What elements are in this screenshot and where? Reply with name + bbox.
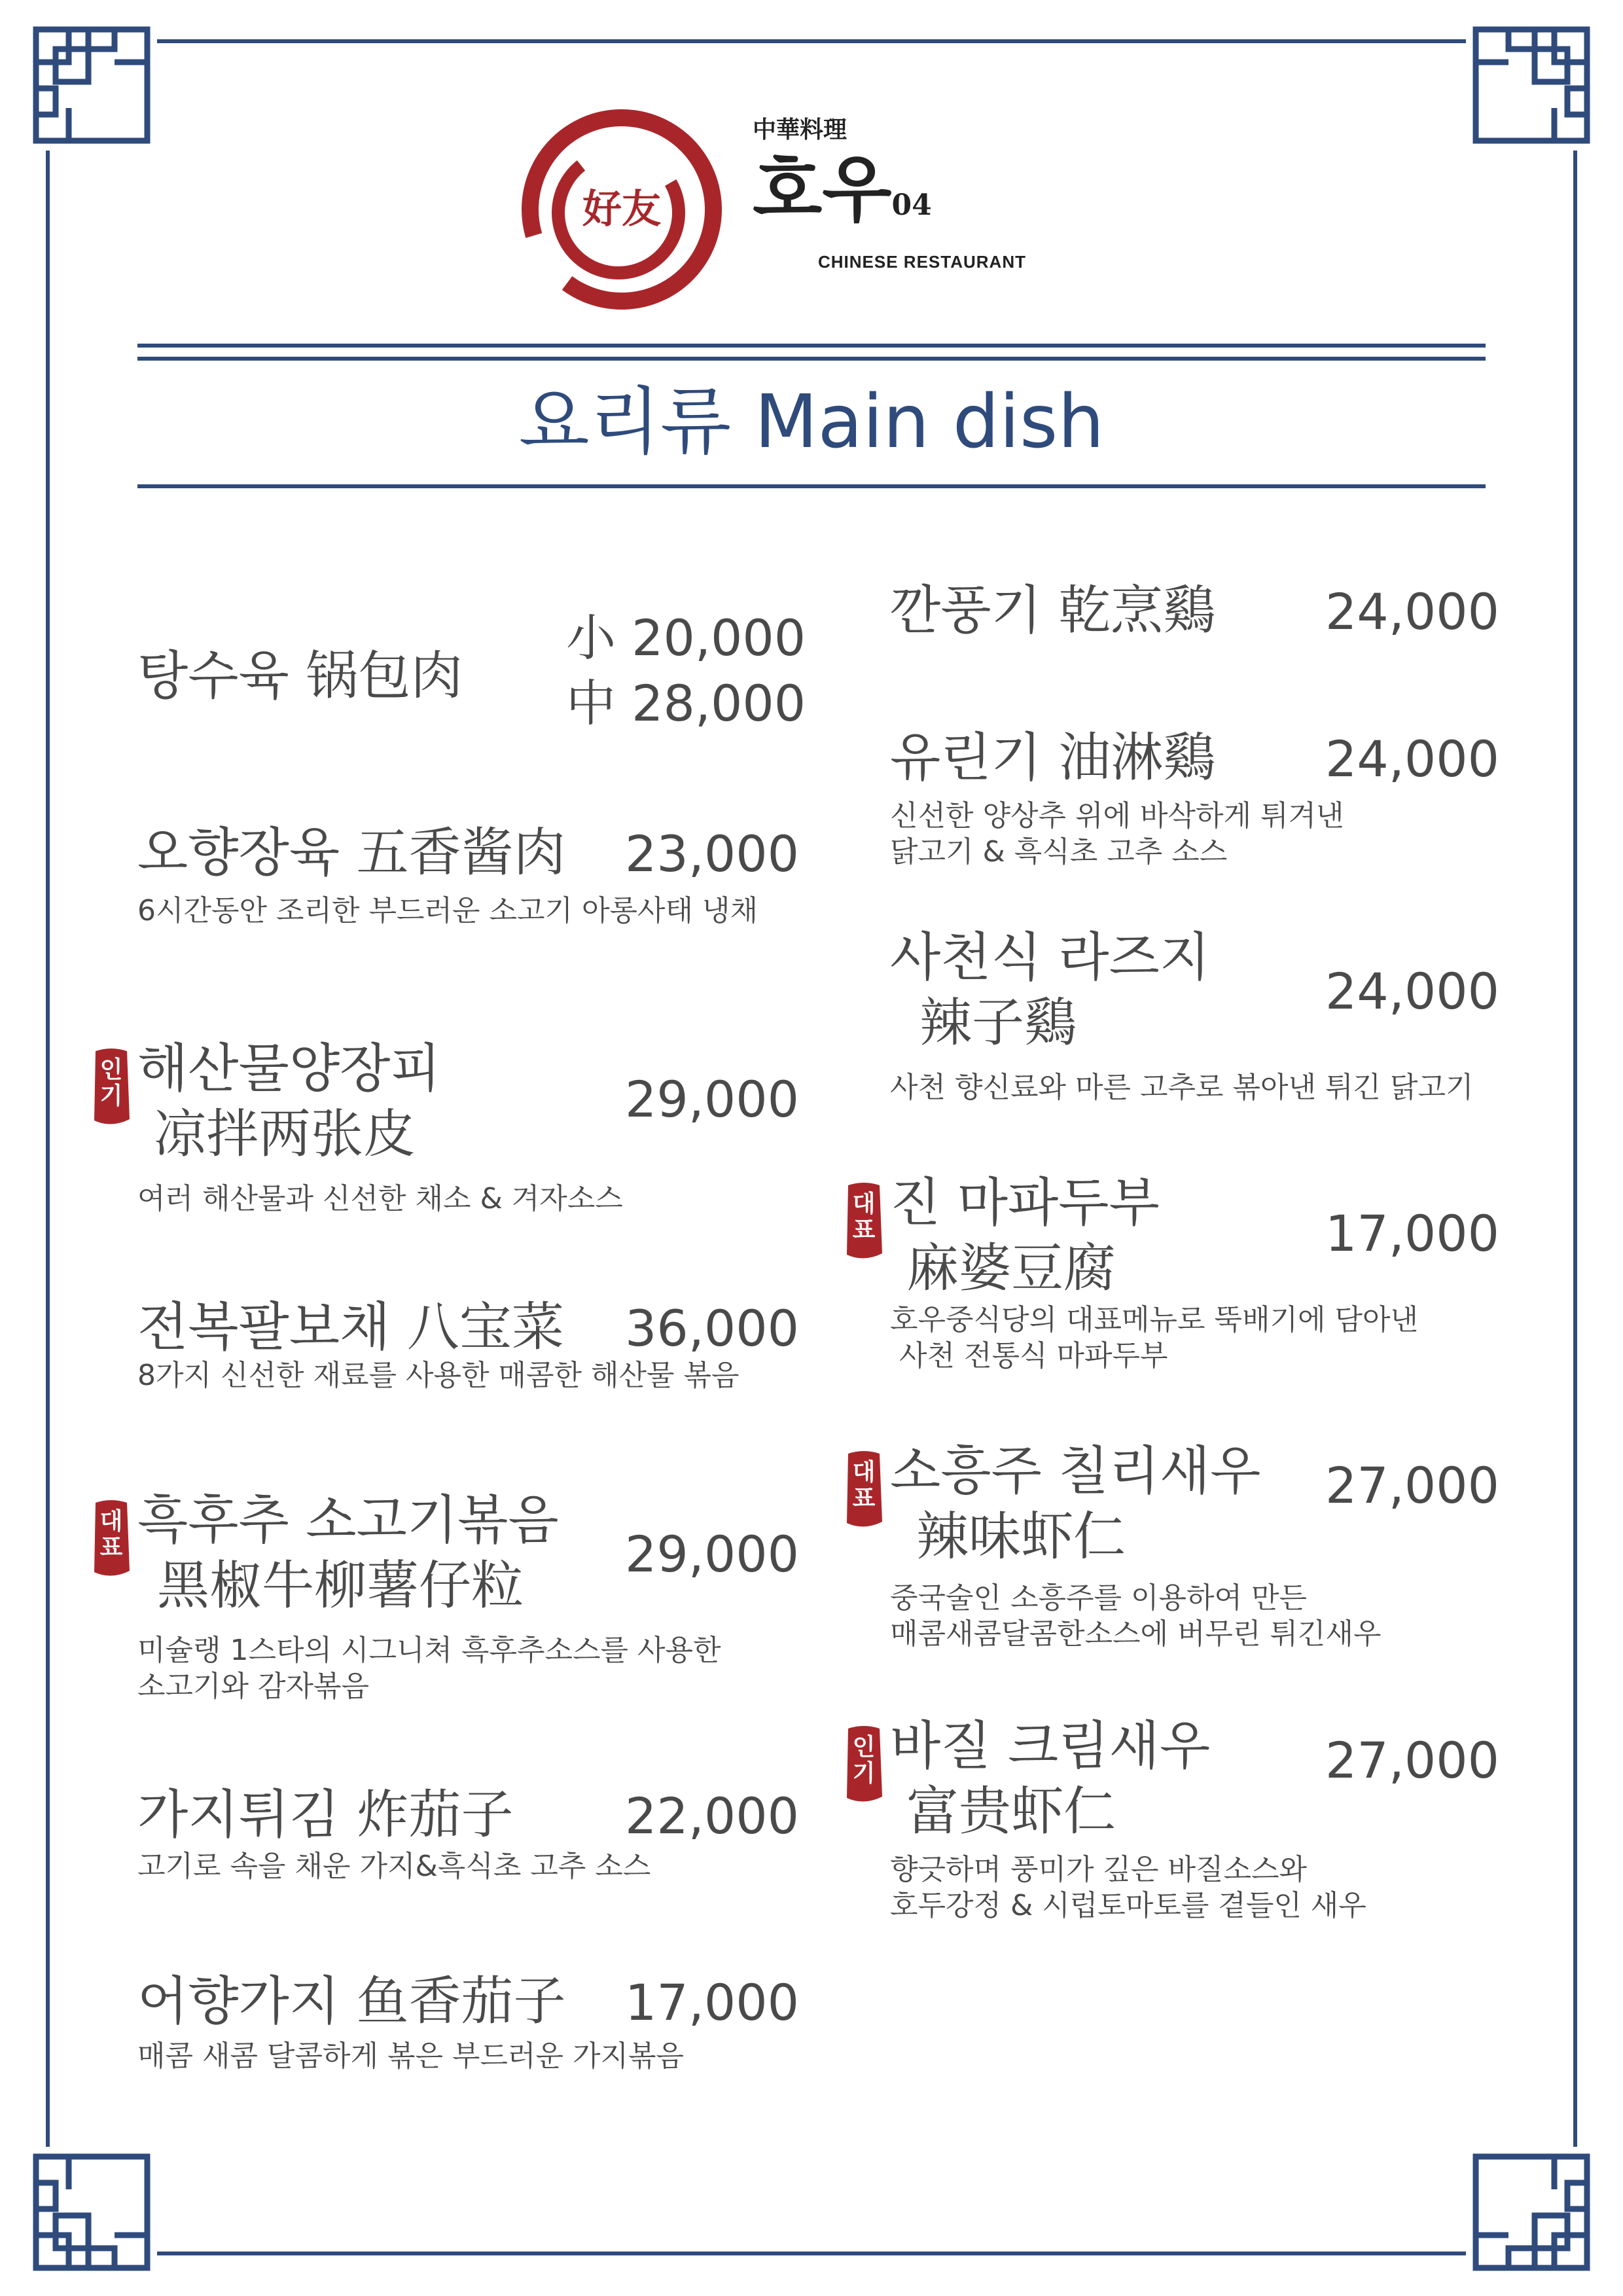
logo-brand — [753, 147, 932, 248]
badge-label: 대표 — [852, 1191, 876, 1244]
item-description: 향긋하며 풍미가 깊은 바질소스와 — [890, 1853, 1308, 1886]
badge-label: 인기 — [99, 1056, 123, 1109]
corner-ornament-bottom-right — [1469, 2150, 1594, 2274]
item-price: 23,000 — [625, 825, 799, 883]
item-name-chinese: 富贵虾仁 — [906, 1781, 1116, 1842]
item-description: 고기로 속을 채운 가지&흑식초 고추 소스 — [137, 1850, 651, 1883]
item-price: 27,000 — [1325, 1456, 1499, 1515]
badge-label: 인기 — [852, 1734, 876, 1787]
item-price: 36,000 — [625, 1299, 799, 1357]
badge-label: 대표 — [99, 1508, 123, 1561]
logo-brand-suffix: 04 — [891, 188, 932, 222]
item-price: 17,000 — [1325, 1204, 1499, 1263]
item-name-chinese: 辣味虾仁 — [916, 1506, 1126, 1567]
item-name: 사천식 라즈지 — [890, 927, 1211, 988]
item-name: 탕수육 锅包肉 — [137, 645, 463, 706]
item-name: 어향가지 鱼香茄子 — [137, 1971, 566, 2032]
item-name: 바질 크림새우 — [890, 1715, 1211, 1776]
item-description: 여러 해산물과 신선한 채소 & 겨자소스 — [137, 1182, 623, 1215]
item-name: 전복팔보채 八宝菜 — [137, 1297, 564, 1357]
item-name-chinese: 麻婆豆腐 — [906, 1238, 1116, 1299]
item-description-line2: 닭고기 & 흑식초 고추 소스 — [890, 835, 1228, 869]
item-description: 중국술인 소흥주를 이용하여 만든 — [890, 1581, 1308, 1615]
item-description-line2: 매콤새콤달콤한소스에 버무린 튀긴새우 — [890, 1617, 1382, 1651]
item-price: 29,000 — [625, 1525, 799, 1583]
heading-rule-top-2 — [137, 357, 1486, 361]
item-description: 매콤 새콤 달콤하게 볶은 부드러운 가지볶음 — [137, 2039, 685, 2073]
item-name: 해산물양장피 — [137, 1038, 441, 1099]
corner-ornament-bottom-left — [29, 2150, 154, 2274]
item-price: 24,000 — [1325, 730, 1499, 788]
restaurant-logo — [510, 98, 1047, 321]
corner-ornament-top-left — [29, 23, 154, 147]
frame-bottom-line — [157, 2251, 1466, 2255]
frame-top-line — [157, 39, 1466, 43]
item-description: 미슐랭 1스타의 시그니쳐 흑후추소스를 사용한 — [137, 1634, 721, 1667]
item-name: 유린기 油淋鷄 — [890, 727, 1216, 788]
item-name-chinese: 辣子鷄 — [919, 992, 1077, 1053]
item-price: 29,000 — [625, 1070, 799, 1128]
item-name: 흑후추 소고기볶음 — [137, 1490, 559, 1551]
section-heading: 요리류 Main dish — [518, 380, 1105, 465]
item-price-small: 小 20,000 — [566, 609, 806, 667]
item-description-line2: 소고기와 감자볶음 — [137, 1670, 370, 1703]
item-price-medium: 中 28,000 — [566, 674, 806, 732]
item-name-chinese: 凉拌两张皮 — [154, 1103, 416, 1164]
item-price: 27,000 — [1325, 1731, 1499, 1789]
item-price: 24,000 — [1325, 962, 1499, 1020]
item-price: 22,000 — [625, 1787, 799, 1845]
item-name: 진 마파두부 — [890, 1172, 1160, 1233]
item-price: 24,000 — [1325, 583, 1499, 641]
logo-subtitle: CHINESE RESTAURANT — [818, 252, 1026, 272]
item-description: 6시간동안 조리한 부드러운 소고기 아롱사태 냉채 — [137, 894, 758, 927]
item-description-line2: 사천 전통식 마파두부 — [890, 1339, 1168, 1372]
item-description-line2: 호두강정 & 시럽토마토를 곁들인 새우 — [890, 1889, 1366, 1922]
item-price: 17,000 — [625, 1973, 799, 2032]
item-description: 신선한 양상추 위에 바삭하게 튀겨낸 — [890, 799, 1344, 833]
heading-rule-top-1 — [137, 344, 1486, 348]
item-description: 8가지 신선한 재료를 사용한 매콤한 해산물 볶음 — [137, 1359, 740, 1392]
item-name: 가지튀김 炸茄子 — [137, 1784, 514, 1845]
item-name: 깐풍기 乾烹鷄 — [890, 580, 1216, 641]
logo-brand-name: 호우 — [753, 147, 892, 232]
item-name: 소흥주 칠리새우 — [890, 1441, 1261, 1501]
item-description: 사천 향신료와 마른 고추로 볶아낸 튀긴 닭고기 — [890, 1071, 1474, 1104]
item-name-chinese: 黑椒牛柳薯仔粒 — [157, 1555, 524, 1616]
item-description: 호우중식당의 대표메뉴로 뚝배기에 담아낸 — [890, 1303, 1419, 1336]
badge-label: 대표 — [852, 1459, 876, 1512]
corner-ornament-top-right — [1469, 23, 1594, 147]
logo-cn-heading: 中華料理 — [753, 116, 847, 143]
logo-seal-text: 好友 — [582, 187, 661, 232]
item-name: 오향장육 五香酱肉 — [137, 822, 566, 883]
heading-rule-bottom — [137, 484, 1486, 488]
